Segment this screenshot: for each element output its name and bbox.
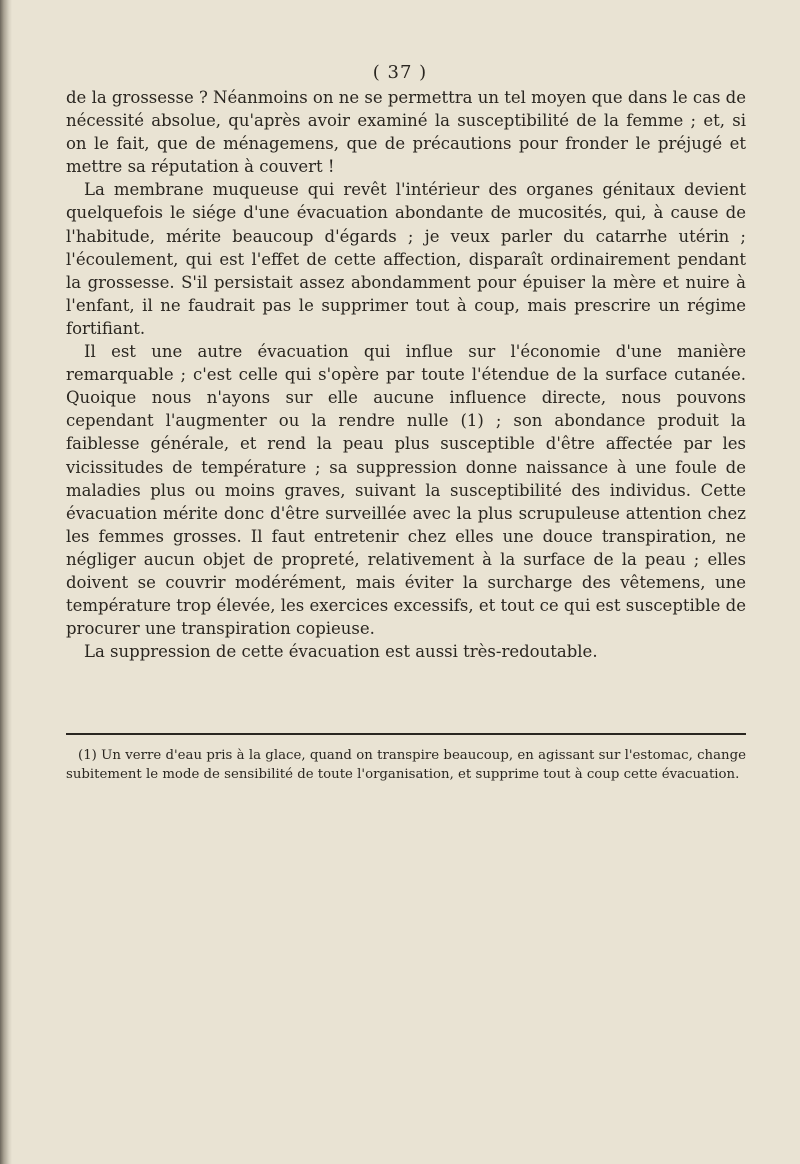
paragraph-1: de la grossesse ? Néanmoins on ne se permettra un tel moyen que dans le cas de nécessité absolue, qu'après avoir examiné la susceptibilité de la femme ; et, si on le fait, que de ménagemens, que de précautions pour fronder le préjugé et mettre sa réputation à couvert ! <box>66 88 746 177</box>
page-number: ( 37 ) <box>372 62 428 83</box>
body-text <box>66 86 746 663</box>
paragraph-3: Il est une autre évacuation qui influe sur l'économie d'une manière remarquable ; c'est celle qui s'opère par toute l'étendue de la surface cutanée. Quoique nous n'ayons sur elle aucune influence directe, nous pouvons cependant l'augmenter ou la rendre nulle (1) ; son abondance produit la faiblesse générale, et rend la peau plus susceptible d'être affectée par les vicissitudes de température ; sa suppression donne naissance à une foule de maladies plus ou moins graves, suivant la susceptibilité des individus. Cette évacuation mérite donc d'être surveillée avec la plus scrupuleuse attention chez les femmes grosses. Il faut entretenir chez elles une douce transpiration, ne négliger aucun objet de propreté, relativement à la surface de la peau ; elles doivent se couvrir modérément, mais éviter la surcharge des vêtemens, une température trop élevée, les exercices excessifs, et tout ce qui est susceptible de procurer une transpiration copieuse. <box>66 342 746 639</box>
footnote-text: (1) Un verre d'eau pris à la glace, quand on transpire beaucoup, en agissant sur l'estomac, change subitement le mode de sensibilité de toute l'organisation, et supprime tout à coup cette évacuation. <box>66 748 746 782</box>
paragraph-4: La suppression de cette évacuation est aussi très-redoutable. <box>84 642 598 662</box>
page-binding-edge <box>0 0 12 1164</box>
footnote <box>66 746 746 784</box>
footnote-divider <box>66 733 746 735</box>
paragraph-2: La membrane muqueuse qui revêt l'intérieur des organes génitaux devient quelquefois le siége d'une évacuation abondante de mucosités, qui, à cause de l'habitude, mérite beaucoup d'égards ; je veux parler du catarrhe utérin ; l'écoulement, qui est l'effet de cette affection, disparaît ordinairement pendant la grossesse. S'il persistait assez abondamment pour épuiser la mère et nuire à l'enfant, il ne faudrait pas le supprimer tout à coup, mais prescrire un régime fortifiant. <box>66 180 746 338</box>
